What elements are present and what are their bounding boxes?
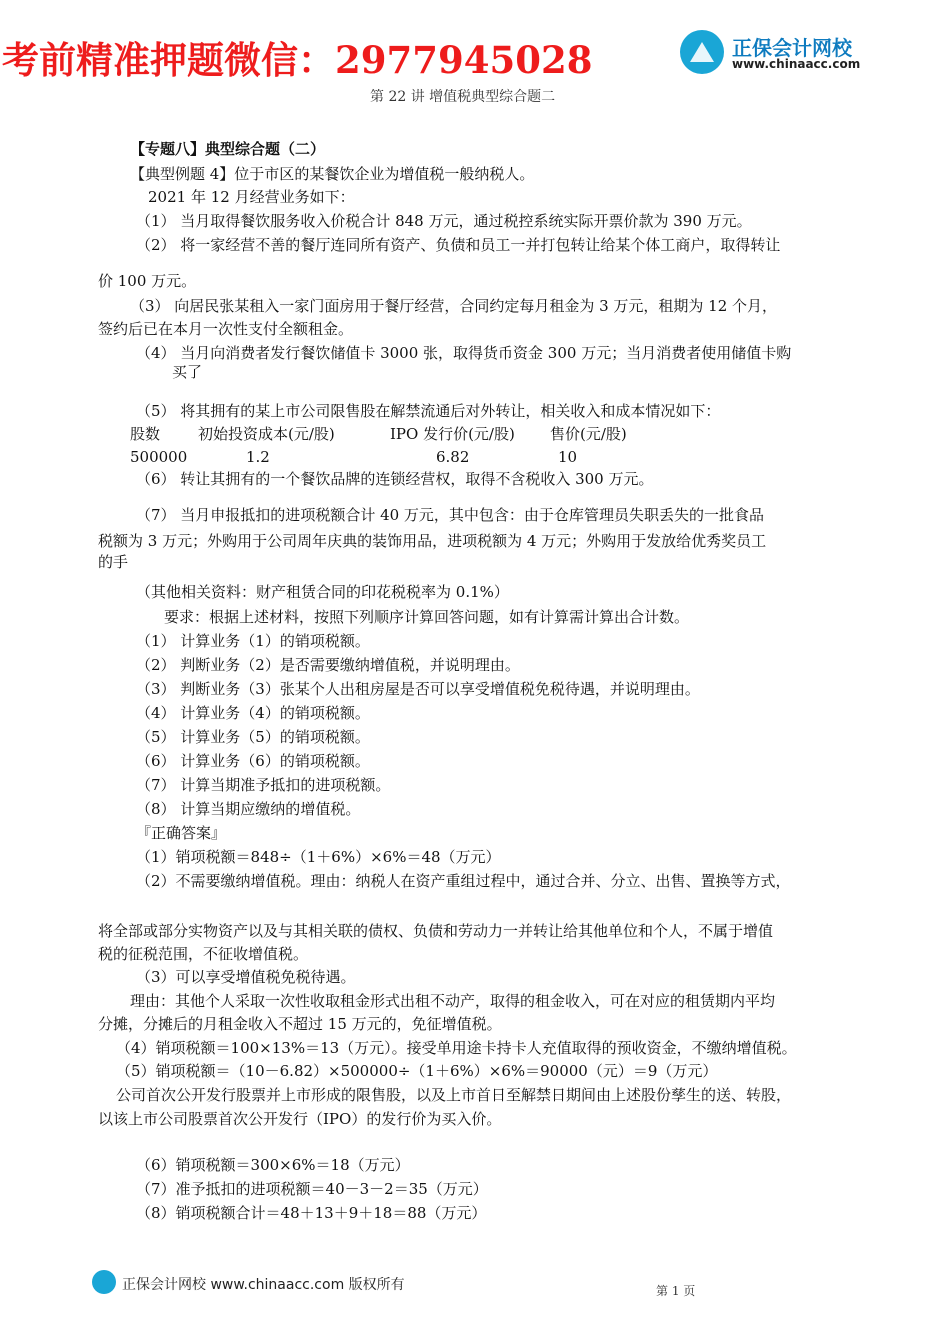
question-4: （4） 当月向消费者发行餐饮储值卡 3000 张，取得货币资金 300 万元；当月消费者使用储值卡购 [136, 344, 792, 362]
question-2: （2） 将一家经营不善的餐厅连同所有资产、负债和员工一并打包转让给某个体工商户，取得转让 [136, 236, 781, 254]
requirement-2: （2） 判断业务（2）是否需要缴纳增值税，并说明理由。 [136, 656, 520, 674]
answer-7: （7）准予抵扣的进项税额＝40－3－2＝35（万元） [136, 1180, 488, 1198]
requirement-3: （3） 判断业务（3）张某个人出租房屋是否可以享受增值税免税待遇，并说明理由。 [136, 680, 700, 698]
answer-title: 『正确答案』 [136, 824, 227, 842]
answer-5-note-cont: 以该上市公司股票首次公开发行（IPO）的发行价为买入价。 [98, 1110, 502, 1128]
table-header-shares: 股数 [130, 425, 161, 443]
answer-5: （5）销项税额＝（10－6.82）×500000÷（1＋6%）×6%＝90000（元）＝9（万元） [116, 1062, 718, 1080]
answer-8: （8）销项税额合计＝48＋13＋9＋18＝88（万元） [136, 1204, 487, 1222]
logo-name: 正保会计网校 [732, 36, 852, 60]
table-cell-shares: 500000 [130, 448, 188, 466]
question-4-cont: 买了 [172, 363, 203, 381]
footer-logo-icon [92, 1270, 116, 1294]
logo-icon [680, 30, 724, 74]
requirement: 要求：根据上述材料，按照下列顺序计算回答问题，如有计算需计算出合计数。 [164, 608, 690, 626]
requirement-7: （7） 计算当期准予抵扣的进项税额。 [136, 776, 391, 794]
answer-6: （6）销项税额＝300×6%＝18（万元） [136, 1156, 410, 1174]
question-7-cont: 税额为 3 万元；外购用于公司周年庆典的装饰用品，进项税额为 4 万元；外购用于发放给优秀奖员工 [98, 532, 767, 550]
question-1: （1） 当月取得餐饮服务收入价税合计 848 万元，通过税控系统实际开票价款为 390 万元。 [136, 212, 752, 230]
answer-5-note: 公司首次公开发行股票并上市形成的限售股，以及上市首日至解禁日期间由上述股份孳生的送、转股， [116, 1086, 792, 1104]
requirement-1: （1） 计算业务（1）的销项税额。 [136, 632, 370, 650]
topic-heading: 【专题八】典型综合题（二） [130, 140, 326, 158]
answer-2-cont2: 税的征税范围，不征收增值税。 [98, 945, 309, 963]
requirement-8: （8） 计算当期应缴纳的增值税。 [136, 800, 361, 818]
footer-copyright: 正保会计网校 www.chinaacc.com 版权所有 [122, 1277, 405, 1293]
answer-1: （1）销项税额＝848÷（1＋6%）×6%＝48（万元） [136, 848, 501, 866]
logo-url: www.chinaacc.com [732, 57, 861, 71]
lecture-title: 第 22 讲 增值税典型综合题二 [370, 89, 556, 105]
answer-2-cont: 将全部或部分实物资产以及与其相关联的债权、负债和劳动力一并转让给其他单位和个人，不属于增值 [98, 922, 774, 940]
requirement-5: （5） 计算业务（5）的销项税额。 [136, 728, 370, 746]
question-2-cont: 价 100 万元。 [98, 272, 197, 290]
question-6: （6） 转让其拥有的一个餐饮品牌的连锁经营权，取得不含税收入 300 万元。 [136, 470, 654, 488]
site-logo [680, 30, 860, 74]
table-cell-ipo: 6.82 [436, 448, 470, 466]
table-cell-cost: 1.2 [246, 448, 270, 466]
other-info: （其他相关资料：财产租赁合同的印花税税率为 0.1%） [136, 583, 509, 601]
answer-2: （2）不需要缴纳增值税。理由：纳税人在资产重组过程中，通过合并、分立、出售、置换等方式， [136, 872, 791, 890]
year-line: 2021 年 12 月经营业务如下： [148, 188, 355, 206]
table-header-price: 售价(元/股) [550, 425, 627, 443]
example-intro: 【典型例题 4】位于市区的某餐饮企业为增值税一般纳税人。 [130, 165, 535, 183]
answer-3-reason: 理由：其他个人采取一次性收取租金形式出租不动产，取得的租金收入，可在对应的租赁期内平均 [130, 992, 776, 1010]
answer-4: （4）销项税额＝100×13%＝13（万元）。接受单用途卡持卡人充值取得的预收资金，不缴纳增值税。 [116, 1039, 797, 1057]
question-3: （3） 向居民张某租入一家门面房用于餐厅经营，合同约定每月租金为 3 万元，租期为 12 个月， [130, 297, 778, 315]
answer-3: （3）可以享受增值税免税待遇。 [136, 968, 356, 986]
table-header-cost: 初始投资成本(元/股) [198, 425, 335, 443]
requirement-6: （6） 计算业务（6）的销项税额。 [136, 752, 370, 770]
table-header-ipo: IPO 发行价(元/股) [390, 425, 515, 443]
question-7: （7） 当月申报抵扣的进项税额合计 40 万元，其中包含：由于仓库管理员失职丢失的一批食品 [136, 506, 764, 524]
question-7-cont2: 的手 [98, 553, 129, 571]
question-3-cont: 签约后已在本月一次性支付全额租金。 [98, 320, 354, 338]
question-5: （5） 将其拥有的某上市公司限售股在解禁流通后对外转让，相关收入和成本情况如下： [136, 402, 721, 420]
table-cell-price: 10 [558, 448, 578, 466]
requirement-4: （4） 计算业务（4）的销项税额。 [136, 704, 370, 722]
page-number: 第 1 页 [656, 1284, 696, 1298]
answer-3-reason-cont: 分摊，分摊后的月租金收入不超过 15 万元的，免征增值税。 [98, 1015, 502, 1033]
watermark-text: 考前精准押题微信：2977945028 [2, 38, 593, 82]
